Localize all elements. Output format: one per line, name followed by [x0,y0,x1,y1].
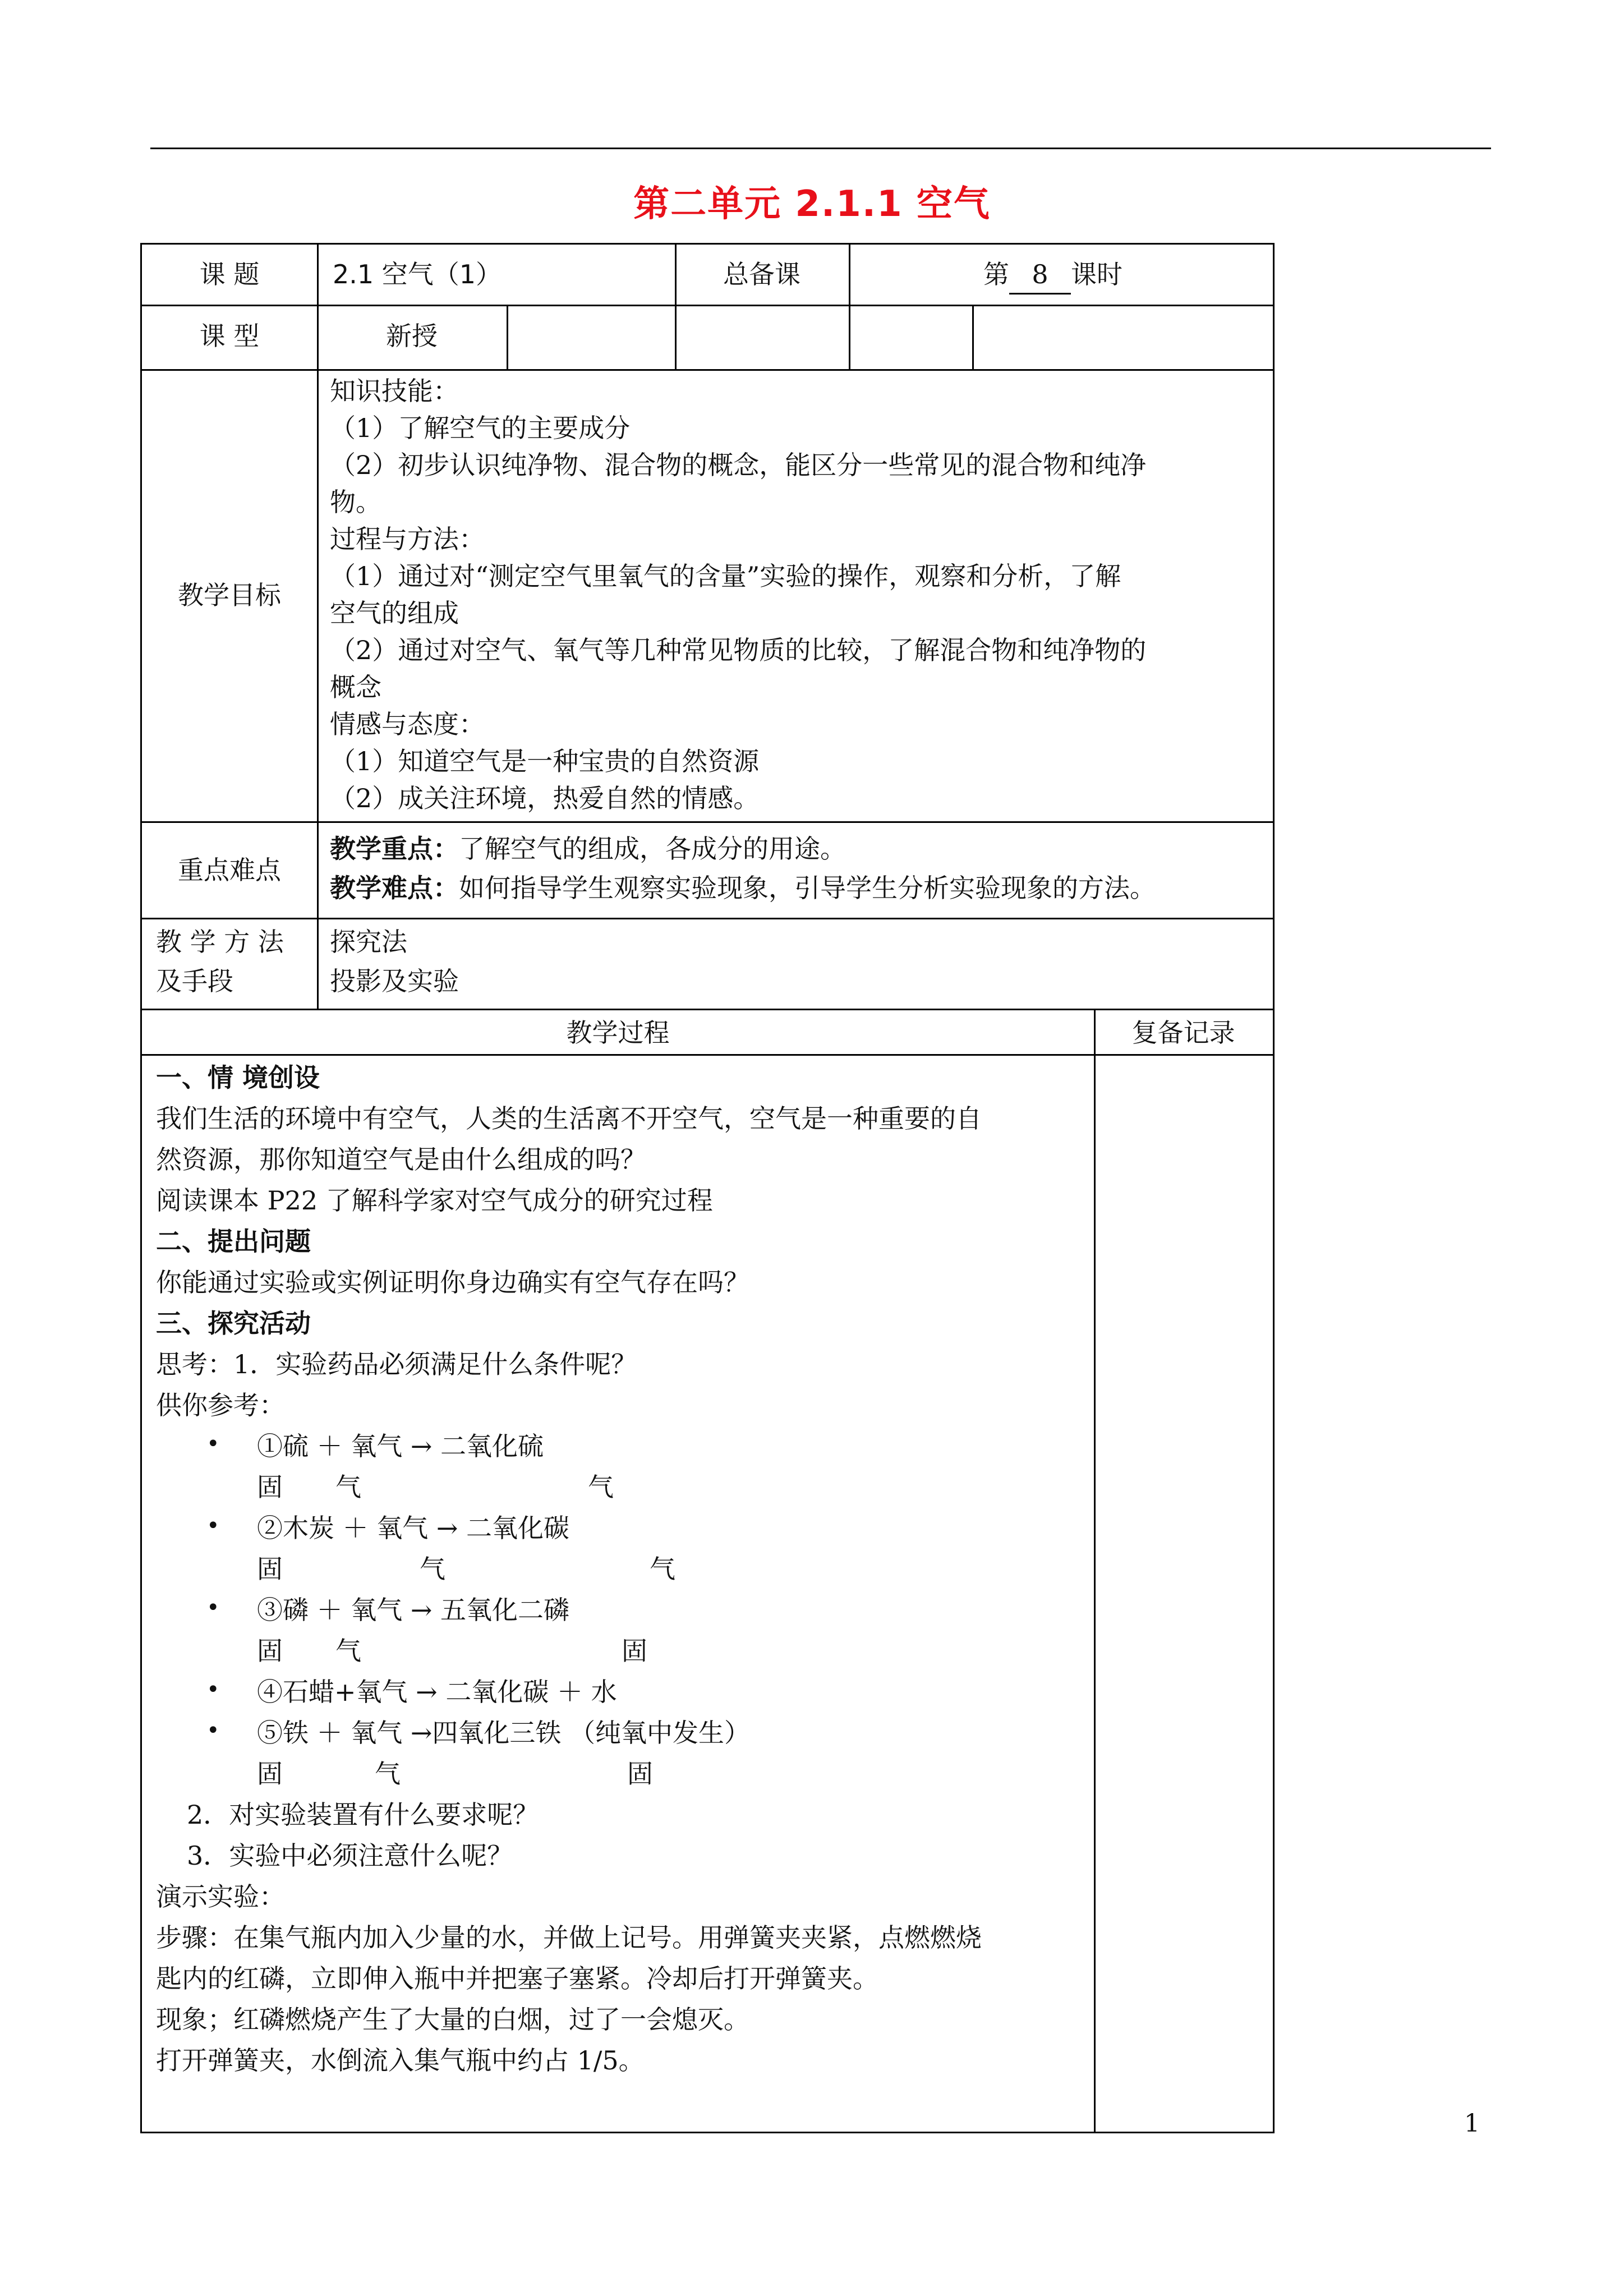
question-line: 3．实验中必须注意什么呢？ [187,1841,513,1871]
objective-line: 概念 [330,672,381,702]
bullet: • [206,1595,220,1621]
paragraph-line: 供你参考： [156,1390,285,1420]
focus-text: 了解空气的组成，各成分的用途。 [459,834,846,864]
objective-line: （1）通过对“测定空气里氧气的含量”实验的操作，观察和分析，了解 [330,561,1121,591]
col-divider [317,245,319,1009]
bullet: • [206,1677,220,1703]
prep-label: 总备课 [723,259,801,289]
key-points-label: 重点难点 [178,855,281,885]
paragraph-line: 然资源，那你知道空气是由什么组成的吗？ [156,1144,646,1175]
lesson-plan-table [140,243,1275,2133]
paragraph-line: 打开弹簧夹，水倒流入集气瓶中约占 1/5。 [156,2045,645,2076]
row-divider [142,1009,1273,1010]
objective-line: 情感与态度： [330,709,485,739]
state-label: 气 [588,1472,614,1502]
period-number: 8 [1009,256,1071,295]
question-line: 2．对实验装置有什么要求呢？ [187,1800,539,1830]
row-divider [142,1054,1273,1056]
reaction-line: ⑤铁 ＋ 氧气 →四氧化三铁 （纯氧中发生） [257,1718,751,1748]
bullet: • [206,1513,220,1539]
section-title: 一、情 境创设 [156,1062,320,1093]
reaction-line: ③磷 ＋ 氧气 → 五氧化二磷 [257,1595,570,1625]
document-title: 第二单元 2.1.1 空气 [633,183,991,225]
row-divider [142,305,1273,306]
section-title: 二、提出问题 [156,1226,311,1257]
reaction-line: ④石蜡+氧气 → 二氧化碳 ＋ 水 [257,1677,617,1707]
objective-line: 物。 [330,487,381,517]
state-label: 固 [257,1759,283,1789]
state-label: 气 [420,1554,445,1584]
state-label: 气 [335,1472,361,1502]
state-label: 固 [622,1636,647,1666]
state-label: 固 [627,1759,653,1789]
col-divider [972,305,974,369]
review-header: 复备记录 [1131,1018,1235,1048]
period-info [983,256,1122,295]
difficulty-text: 如何指导学生观察实验现象，引导学生分析实验现象的方法。 [459,873,1156,903]
objective-line: （2）通过对空气、氧气等几种常见物质的比较，了解混合物和纯净物的 [330,635,1147,665]
objective-line: （2）初步认识纯净物、混合物的概念，能区分一些常见的混合物和纯净 [330,450,1147,480]
bullet: • [206,1718,220,1743]
period-prefix: 第 [983,259,1009,289]
type-label: 课 型 [199,321,260,351]
row-divider [142,918,1273,919]
paragraph-line: 步骤：在集气瓶内加入少量的水，并做上记号。用弹簧夹夹紧，点燃燃烧 [156,1922,982,1953]
paragraph-line: 阅读课本 P22 了解科学家对空气成分的研究过程 [156,1185,713,1216]
methods-label-line2: 及手段 [156,966,233,996]
methods-label-line1: 教 学 方 法 [156,927,284,957]
paragraph-line: 我们生活的环境中有空气，人类的生活离不开空气，空气是一种重要的自 [156,1103,982,1134]
objectives-label: 教学目标 [178,580,281,610]
process-header: 教学过程 [566,1018,670,1048]
state-label: 固 [257,1636,283,1666]
period-suffix: 课时 [1071,259,1122,289]
row-divider [142,369,1273,371]
method-item: 探究法 [330,927,407,957]
table-bottom [142,2132,1273,2133]
col-divider [1094,1009,1096,2133]
header-rule [150,148,1491,149]
difficulty-line [330,869,1156,907]
objective-line: （2）成关注环境，热爱自然的情感。 [330,783,760,813]
state-label: 气 [650,1554,675,1584]
paragraph-line: 现象；红磷燃烧产生了大量的白烟，过了一会熄灭。 [156,2004,749,2035]
topic-value: 2.1 空气（1） [333,259,502,289]
row-divider [142,821,1273,823]
focus-line [330,830,846,867]
objective-line: 过程与方法： [330,524,485,554]
col-divider [507,305,508,369]
col-divider [849,245,850,369]
paragraph-line: 匙内的红磷，立即伸入瓶中并把塞子塞紧。冷却后打开弹簧夹。 [156,1963,878,1994]
reaction-line: ①硫 ＋ 氧气 → 二氧化硫 [257,1431,544,1461]
difficulty-label: 教学难点： [330,873,459,903]
topic-label: 课 题 [199,259,260,289]
bullet: • [206,1431,220,1457]
type-value: 新授 [386,321,438,351]
state-label: 固 [257,1554,283,1584]
objective-line: （1）了解空气的主要成分 [330,413,631,443]
state-label: 气 [335,1636,361,1666]
objective-line: 空气的组成 [330,598,459,628]
state-label: 固 [257,1472,283,1502]
page-number: 1 [1464,2109,1480,2138]
focus-label: 教学重点： [330,834,459,864]
paragraph-line: 演示实验： [156,1881,285,1912]
state-label: 气 [375,1759,401,1789]
question-line: 思考：1．实验药品必须满足什么条件呢？ [156,1349,637,1379]
reaction-line: ②木炭 ＋ 氧气 → 二氧化碳 [257,1513,570,1543]
method-item: 投影及实验 [330,966,459,996]
paragraph-line: 你能通过实验或实例证明你身边确实有空气存在吗？ [156,1267,749,1297]
section-title: 三、探究活动 [156,1308,311,1338]
objective-line: （1）知道空气是一种宝贵的自然资源 [330,746,760,776]
objective-line: 知识技能： [330,376,459,406]
